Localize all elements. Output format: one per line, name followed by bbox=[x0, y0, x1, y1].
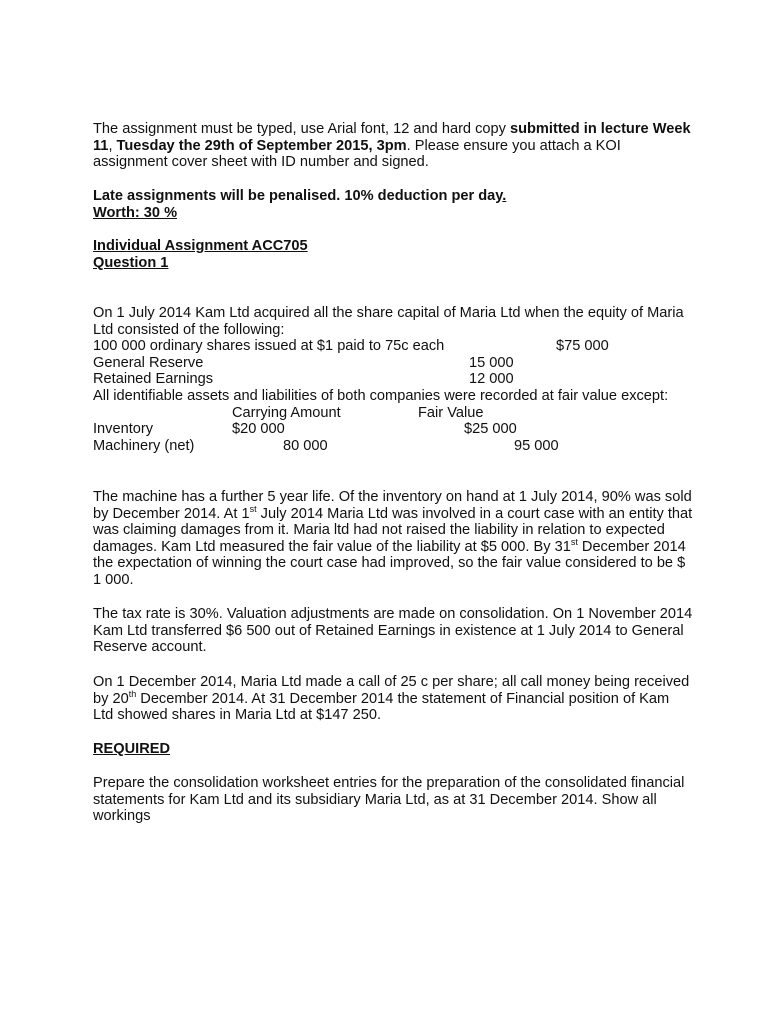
call-text: On 1 December 2014, Maria Ltd made a call of 25 c per share; all call money being received by 20 bbox=[93, 674, 690, 707]
equity-row bbox=[93, 355, 693, 372]
machine-text: The machine has a further 5 year life. Of the inventory on hand at 1 July 2014, 90% was sold by December 2014. At 1 bbox=[93, 489, 692, 522]
tax-paragraph: The tax rate is 30%. Valuation adjustments are made on consolidation. On 1 November 2014 Kam Ltd transferred $6 500 out of Retained Earnings in existence at 1 July 2014 to General Reserve account. bbox=[93, 606, 693, 656]
call-paragraph bbox=[93, 674, 693, 724]
intro-due-date: Tuesday the 29th of September 2015, 3pm bbox=[116, 137, 407, 154]
ordinal-suffix: th bbox=[128, 688, 137, 699]
equity-row bbox=[93, 338, 693, 355]
equity-row-label: 100 000 ordinary shares issued at $1 paid to 75c each bbox=[93, 338, 445, 355]
fair-value-header: Fair Value bbox=[418, 404, 484, 421]
question-label: Question 1 bbox=[93, 254, 169, 271]
equity-intro: On 1 July 2014 Kam Ltd acquired all the share capital of Maria Ltd when the equity of Maria Ltd consisted of the following: bbox=[93, 305, 684, 338]
required-heading: REQUIRED bbox=[93, 741, 171, 757]
intro-comma: , bbox=[108, 137, 117, 154]
machine-text: July 2014 Maria Ltd was involved in a court case with an entity that was claiming damages from it. Maria ltd had not raised the liability in relation to expected damages. Kam Ltd measured the fair value of the liability at $5 000. By 31 bbox=[93, 505, 693, 555]
worth-text: Worth: 30 % bbox=[93, 204, 178, 221]
ordinal-suffix: st bbox=[570, 536, 578, 547]
carrying-amount: $20 000 bbox=[232, 421, 285, 438]
late-penalty-period: . bbox=[502, 188, 507, 204]
fair-value: 95 000 bbox=[514, 437, 559, 454]
machine-text: December 2014 the expectation of winning the court case had improved, so the fair value considered to be $ 1 000. bbox=[93, 538, 686, 588]
fair-value: $25 000 bbox=[464, 421, 517, 438]
late-penalty-text: Late assignments will be penalised. 10% deduction per day bbox=[93, 188, 503, 204]
equity-row-value: 15 000 bbox=[469, 354, 514, 371]
late-policy bbox=[93, 188, 693, 221]
assignment-title: Individual Assignment ACC705 bbox=[93, 238, 308, 254]
equity-row-value: $75 000 bbox=[556, 338, 609, 355]
fair-value-note: All identifiable assets and liabilities of both companies were recorded at fair value except: bbox=[93, 387, 669, 404]
intro-paragraph bbox=[93, 121, 693, 171]
intro-submission-week: submitted in lecture Week 11 bbox=[93, 121, 691, 154]
equity-row-value: 12 000 bbox=[469, 371, 514, 388]
fair-value-row bbox=[93, 438, 693, 455]
asset-label: Machinery (net) bbox=[93, 437, 195, 454]
machine-paragraph bbox=[93, 489, 693, 589]
required-text: Prepare the consolidation worksheet entries for the preparation of the consolidated financial statements for Kam Ltd and its subsidiary Maria Ltd, as at 31 December 2014. Show all workings bbox=[93, 775, 685, 825]
equity-row-label: Retained Earnings bbox=[93, 371, 214, 388]
equity-row bbox=[93, 371, 693, 388]
call-text: December 2014. At 31 December 2014 the statement of Financial position of Kam Ltd showed shares in Maria Ltd at $147 250. bbox=[93, 690, 670, 724]
carrying-amount: 80 000 bbox=[283, 437, 328, 454]
intro-cover-sheet-text: . Please ensure you attach a KOI assignment cover sheet with ID number and signed. bbox=[93, 137, 621, 171]
intro-text: The assignment must be typed, use Arial font, 12 and hard copy bbox=[93, 121, 510, 137]
ordinal-suffix: st bbox=[249, 503, 257, 514]
fair-value-header-row bbox=[93, 405, 693, 422]
carrying-amount-header: Carrying Amount bbox=[232, 404, 341, 421]
equity-section bbox=[93, 305, 693, 454]
assignment-heading bbox=[93, 238, 693, 271]
asset-label: Inventory bbox=[93, 421, 154, 438]
fair-value-row bbox=[93, 421, 693, 438]
equity-row-label: General Reserve bbox=[93, 354, 204, 371]
